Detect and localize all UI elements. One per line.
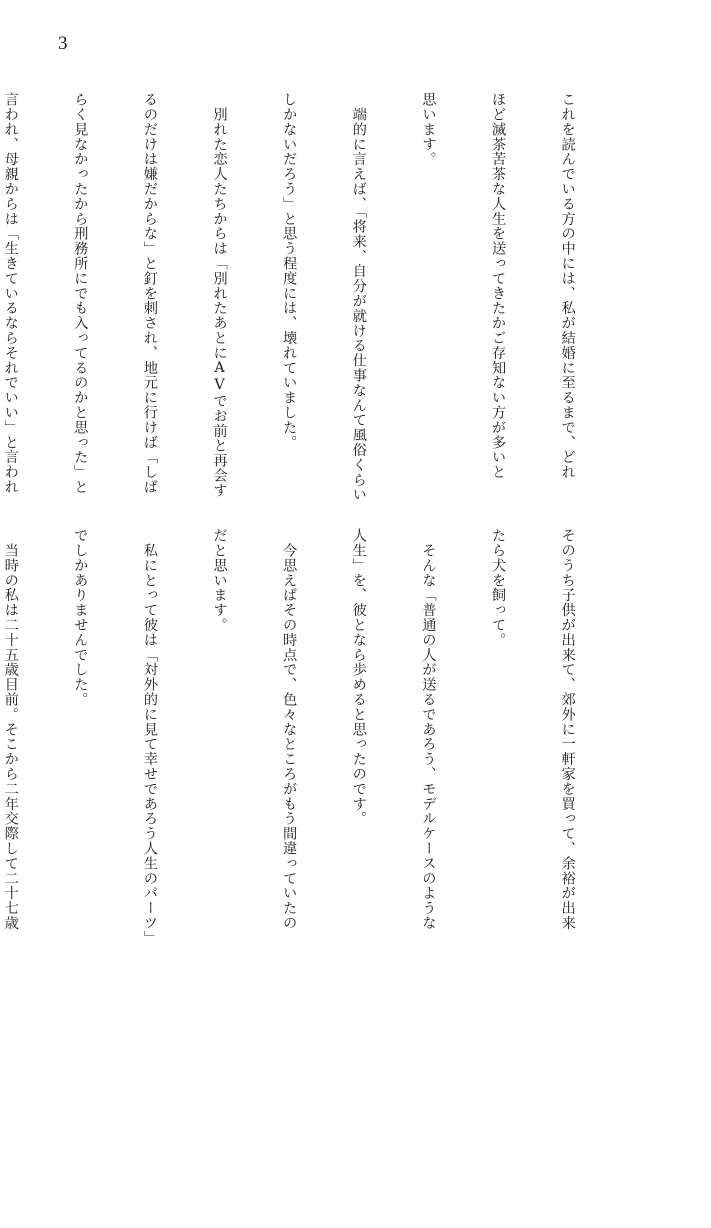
text-line: これを読んでいる方の中には、私が結婚に至るまで、どれ [559, 92, 576, 480]
text-line: そんな「普通の人が送るであろう、モデルケースのような [420, 528, 437, 931]
text-line: しかないだろう」と思う程度には、壊れていました。 [281, 92, 298, 450]
text-line: らく見なかったから刑務所にでも入ってるのかと思った」と [72, 92, 89, 495]
text-line: 別れた恋人たちからは「別れたあとにAVでお前と再会す [211, 92, 228, 498]
text-line: 当時の私は二十五歳目前。そこから二年交際して二十七歳 [2, 528, 19, 931]
text-line: そのうち子供が出来て、郊外に一軒家を買って、余裕が出来 [559, 528, 576, 931]
text-line: 思います。 [420, 92, 437, 167]
text-line: だと思います。 [211, 528, 228, 633]
text-line: 私にとって彼は「対外的に見て幸せであろう人生のパーツ」 [141, 528, 158, 946]
text-line: ほど滅茶苦茶な人生を送ってきたかご存知ない方が多いと [489, 92, 506, 480]
text-line: でしかありませんでした。 [72, 528, 89, 707]
text-line: たら犬を飼って。 [489, 528, 506, 648]
upper-text-block [0, 92, 625, 512]
text-line: 今思えばその時点で、色々なところがもう間違っていたの [281, 528, 298, 931]
text-line: 人生」を、彼となら歩めると思ったのです。 [350, 528, 367, 826]
text-line: 端的に言えば、「将来、自分が就ける仕事なんて風俗くらい [350, 92, 367, 503]
text-line: 言われ、母親からは「生きているならそれでいい」と言われ [2, 92, 19, 495]
lower-text-block [0, 528, 625, 958]
text-line: るのだけは嫌だからな」と釘を刺され、地元に行けば「しば [141, 92, 158, 495]
page-number: 3 [58, 33, 68, 54]
